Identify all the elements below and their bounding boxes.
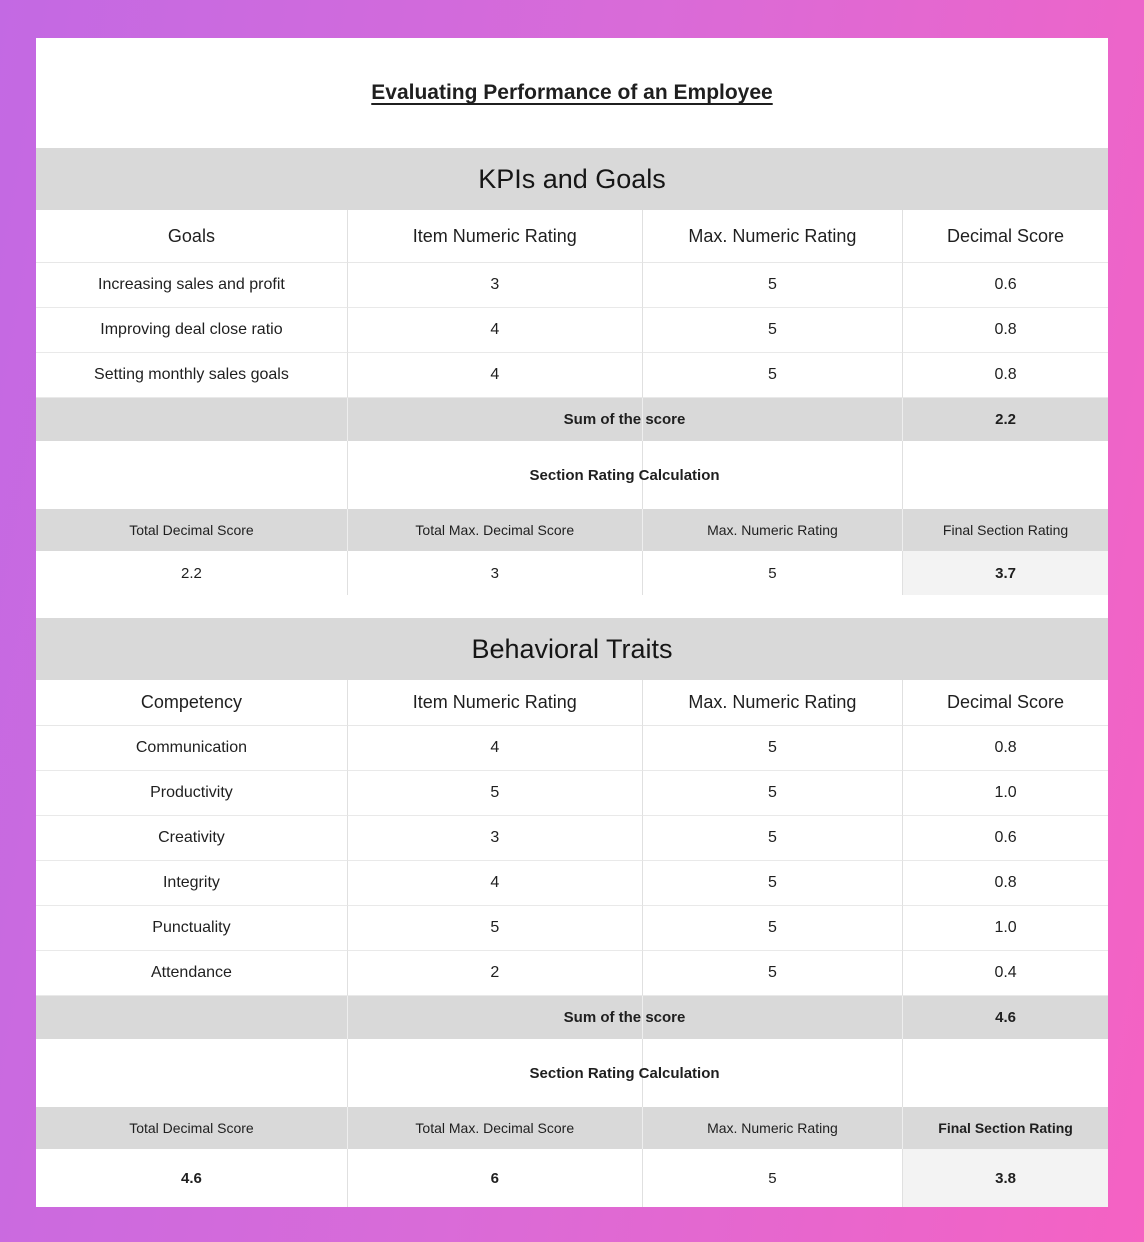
item-label-cell: Creativity [36, 816, 347, 861]
sum-of-score-label: Sum of the score [563, 411, 686, 428]
calculation-column-header: Max. Numeric Rating [642, 509, 902, 551]
section-rating-calculation-label: Section Rating Calculation [529, 466, 720, 484]
section-behavioral-traits [36, 618, 1108, 1207]
item-value-cell: 5 [642, 263, 902, 308]
table-row [36, 726, 1108, 771]
sum-of-score-label: Sum of the score [563, 1009, 686, 1026]
empty-cell [36, 1039, 347, 1107]
section-rating-calculation-row [36, 1039, 1108, 1107]
column-header-row [36, 680, 1108, 726]
item-value-cell: 3 [347, 816, 642, 861]
item-label-cell: Integrity [36, 861, 347, 906]
table-row [36, 861, 1108, 906]
item-value-cell: 5 [347, 771, 642, 816]
column-header: Decimal Score [902, 680, 1108, 726]
calculation-value-cell: 2.2 [181, 564, 202, 582]
section-title: KPIs and Goals [36, 148, 1108, 210]
table-row [36, 906, 1108, 951]
empty-cell [642, 996, 902, 1039]
calculation-column-header: Total Decimal Score [129, 522, 254, 538]
column-header: Competency [36, 680, 347, 726]
empty-cell [902, 1039, 1108, 1107]
column-header: Max. Numeric Rating [642, 210, 902, 263]
empty-cell [36, 441, 347, 509]
item-value-cell: 4 [347, 353, 642, 398]
empty-cell [347, 1039, 642, 1107]
item-value-cell: 3 [347, 263, 642, 308]
table-row [36, 951, 1108, 996]
empty-cell [347, 996, 642, 1039]
empty-cell [642, 398, 902, 441]
item-value-cell: 0.8 [902, 861, 1108, 906]
item-value-cell: 5 [642, 861, 902, 906]
item-label-cell: Improving deal close ratio [36, 308, 347, 353]
calculation-column-header: Total Decimal Score [129, 1120, 254, 1136]
table-row [36, 771, 1108, 816]
final-section-rating-cell: 3.7 [902, 551, 1108, 595]
column-header: Item Numeric Rating [347, 210, 642, 263]
section-rating-calculation-label: Section Rating Calculation [529, 1064, 720, 1082]
item-value-cell: 5 [642, 906, 902, 951]
table-row [36, 353, 1108, 398]
empty-cell [642, 441, 902, 509]
item-label-cell: Attendance [36, 951, 347, 996]
empty-cell [347, 398, 642, 441]
empty-cell [36, 398, 347, 441]
section-kpis-and-goals [36, 148, 1108, 595]
calculation-values-row [36, 1149, 1108, 1207]
empty-cell [902, 441, 1108, 509]
item-value-cell: 0.6 [902, 816, 1108, 861]
empty-cell [347, 441, 642, 509]
calculation-values-row [36, 551, 1108, 595]
sum-of-score-row [36, 398, 1108, 441]
item-value-cell: 1.0 [902, 906, 1108, 951]
item-label-cell: Punctuality [36, 906, 347, 951]
section-rating-calculation-row [36, 441, 1108, 509]
item-value-cell: 5 [642, 951, 902, 996]
calculation-value-cell: 4.6 [181, 1169, 202, 1187]
item-value-cell: 0.4 [902, 951, 1108, 996]
table-row [36, 816, 1108, 861]
calculation-column-header: Max. Numeric Rating [642, 1107, 902, 1149]
column-header-row [36, 210, 1108, 263]
column-header: Item Numeric Rating [347, 680, 642, 726]
table-row [36, 263, 1108, 308]
calculation-column-header: Final Section Rating [902, 509, 1108, 551]
item-label-cell: Increasing sales and profit [36, 263, 347, 308]
sum-of-score-row [36, 996, 1108, 1039]
item-value-cell: 5 [642, 771, 902, 816]
section-gap [36, 595, 1108, 618]
sum-value-cell: 4.6 [902, 996, 1108, 1039]
item-value-cell: 5 [642, 353, 902, 398]
calculation-value-cell: 5 [642, 1149, 902, 1207]
calculation-column-header: Total Max. Decimal Score [347, 1107, 642, 1149]
calculation-column-header: Total Max. Decimal Score [347, 509, 642, 551]
item-value-cell: 2 [347, 951, 642, 996]
table-row [36, 308, 1108, 353]
item-label-cell: Productivity [36, 771, 347, 816]
item-value-cell: 0.8 [902, 308, 1108, 353]
column-header: Goals [36, 210, 347, 263]
item-value-cell: 5 [347, 906, 642, 951]
item-value-cell: 4 [347, 726, 642, 771]
final-section-rating-cell: 3.8 [902, 1149, 1108, 1207]
calculation-value-cell: 3 [347, 551, 642, 595]
evaluation-card [36, 38, 1108, 1207]
item-value-cell: 4 [347, 861, 642, 906]
item-value-cell: 1.0 [902, 771, 1108, 816]
calculation-value-cell: 5 [642, 551, 902, 595]
item-value-cell: 0.6 [902, 263, 1108, 308]
item-value-cell: 0.8 [902, 353, 1108, 398]
empty-cell [36, 996, 347, 1039]
item-value-cell: 5 [642, 308, 902, 353]
item-value-cell: 5 [642, 816, 902, 861]
calculation-column-header: Final Section Rating [902, 1107, 1108, 1149]
item-value-cell: 0.8 [902, 726, 1108, 771]
item-value-cell: 4 [347, 308, 642, 353]
column-header: Max. Numeric Rating [642, 680, 902, 726]
empty-cell [642, 1039, 902, 1107]
column-header: Decimal Score [902, 210, 1108, 263]
item-label-cell: Communication [36, 726, 347, 771]
item-label-cell: Setting monthly sales goals [36, 353, 347, 398]
item-value-cell: 5 [642, 726, 902, 771]
sections-container [36, 148, 1108, 1207]
calculation-header-row [36, 509, 1108, 551]
sum-value-cell: 2.2 [902, 398, 1108, 441]
calculation-header-row [36, 1107, 1108, 1149]
calculation-value-cell: 6 [347, 1149, 642, 1207]
section-title: Behavioral Traits [36, 618, 1108, 680]
page-title: Evaluating Performance of an Employee [371, 81, 773, 104]
